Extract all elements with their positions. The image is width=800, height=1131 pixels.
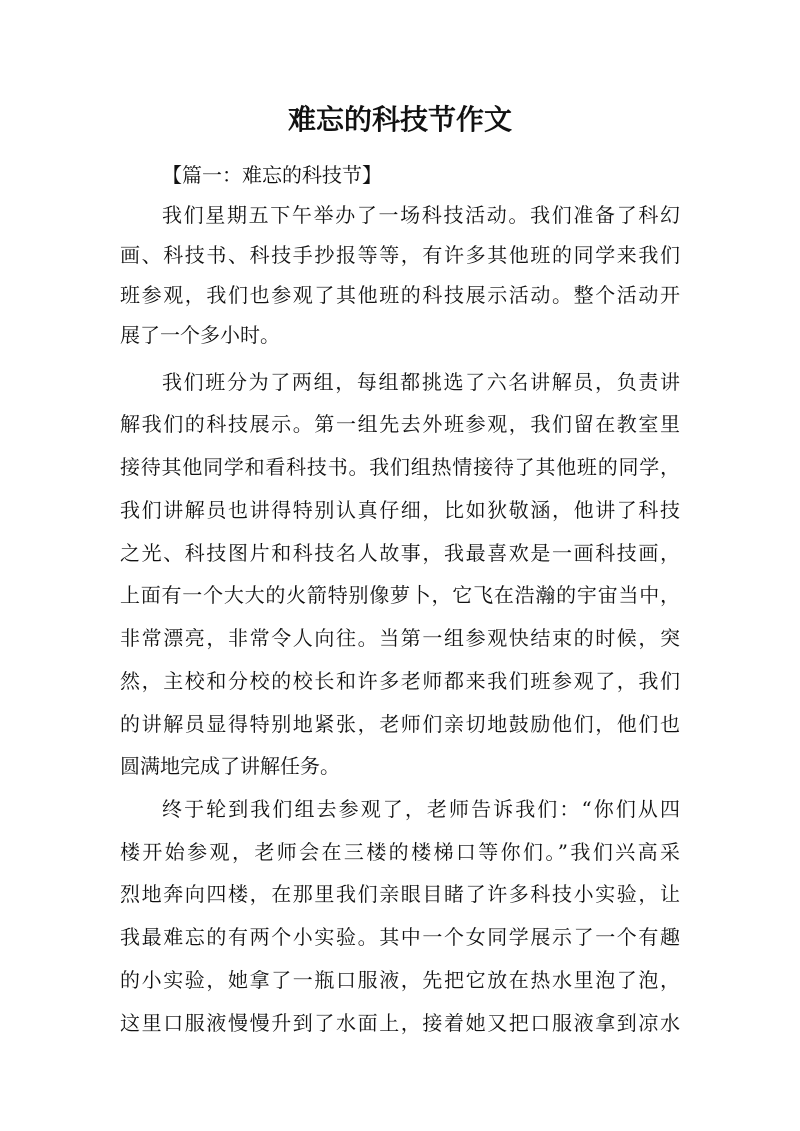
text-line: 楼开始参观，老师会在三楼的楼梯口等你们。”我们兴高采 xyxy=(120,840,680,864)
text-line: 接待其他同学和看科技书。我们组热情接待了其他班的同学， xyxy=(120,455,680,479)
text-line: 解我们的科技展示。第一组先去外班参观，我们留在教室里 xyxy=(120,412,680,436)
section-heading: 【篇一：难忘的科技节】 xyxy=(162,163,382,187)
text-line: 班参观，我们也参观了其他班的科技展示活动。整个活动开 xyxy=(120,283,680,307)
text-line: 之光、科技图片和科技名人故事，我最喜欢是一画科技画， xyxy=(120,541,680,565)
text-line: 我们星期五下午举办了一场科技活动。我们准备了科幻 xyxy=(162,203,680,227)
text-line: 我最难忘的有两个小实验。其中一个女同学展示了一个有趣 xyxy=(120,925,680,949)
text-line: 非常漂亮，非常令人向往。当第一组参观快结束的时候，突 xyxy=(120,626,680,650)
text-line: 这里口服液慢慢升到了水面上，接着她又把口服液拿到凉水 xyxy=(120,1011,680,1035)
text-line: 我们班分为了两组，每组都挑选了六名讲解员，负责讲 xyxy=(162,370,680,394)
text-line: 上面有一个大大的火箭特别像萝卜，它飞在浩瀚的宇宙当中， xyxy=(120,583,680,607)
text-line: 圆满地完成了讲解任务。 xyxy=(120,754,340,778)
text-line: 画、科技书、科技手抄报等等，有许多其他班的同学来我们 xyxy=(120,243,680,267)
text-line: 的小实验，她拿了一瓶口服液，先把它放在热水里泡了泡， xyxy=(120,968,680,992)
text-line: 烈地奔向四楼，在那里我们亲眼目睹了许多科技小实验，让 xyxy=(120,882,680,906)
text-line: 我们讲解员也讲得特别认真仔细，比如狄敬涵，他讲了科技 xyxy=(120,498,680,522)
text-line: 展了一个多小时。 xyxy=(120,323,280,347)
document-title: 难忘的科技节作文 xyxy=(287,103,512,136)
text-line: 然，主校和分校的校长和许多老师都来我们班参观了，我们 xyxy=(120,669,680,693)
text-line: 的讲解员显得特别地紧张，老师们亲切地鼓励他们，他们也 xyxy=(120,712,680,736)
text-line: 终于轮到我们组去参观了，老师告诉我们：“你们从四 xyxy=(162,797,680,821)
